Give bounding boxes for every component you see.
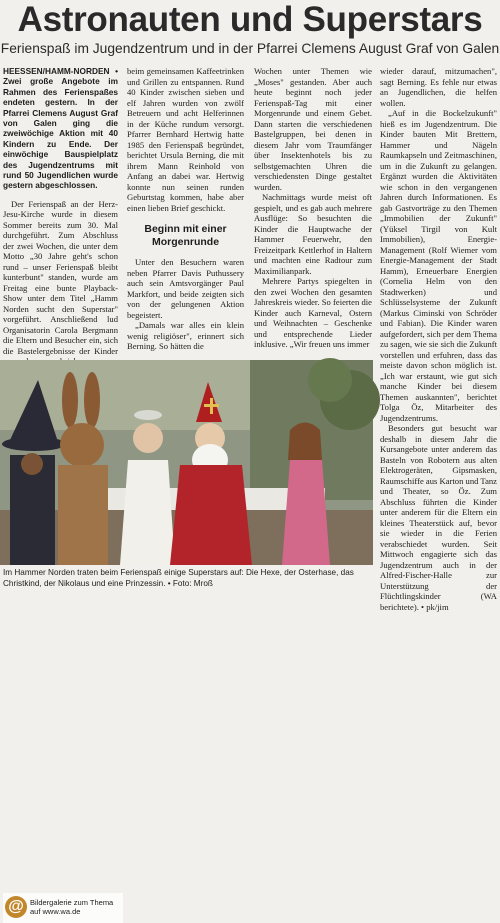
headline: Astronauten und Superstars <box>17 0 483 39</box>
crosshead: Beginn mit einer Morgenrunde <box>144 223 227 248</box>
column-1 <box>3 66 118 358</box>
body-paragraph: Unter den Besuchern waren neben Pfarrer Davis Puthussery auch sein Amtsvorgänger Paul Markfort, und beide zeigten sich von der gelungenen Aktion begeistert. <box>127 257 244 320</box>
body-paragraph: Nachmittags wurde meist oft gespielt, und es gab auch mehrere Ausflüge: So besuchten die Kinder die Hauptwache der Hammer Feuerwehr, den Freizeitpark Kettlerhof in Haltern und machten eine Radtour zum Maximilianpark. <box>254 192 372 276</box>
body-paragraph: Mehrere Partys spiegelten in den zwei Wochen den gesamten Jahreskreis wieder. So feierten die Kinder auch Karneval, Ostern und Weihnachten – Geschenke und entsprechende Lieder inklusive. „Wir freuen uns immer <box>254 276 372 349</box>
body-paragraph: Wochen unter Themen wie „Moses" gestanden. Aber auch heute beginnt noch jeder Ferienspaß-Tag mit einer Morgenrunde und einem Gebet. Dann starten die verschiedenen Bastelgruppen, bei denen in diesem Jahr vom Traumfänger über Insektenhotels bis zu selbstgemachten Uhren die verschiedensten Dinge gestaltet wurden. <box>254 66 372 192</box>
body-paragraph: beim gemeinsamen Kaffeetrinken und Grillen zu entspannen. Rund 40 Kinder zwischen sieben und elf Jahren wurden von zwölf Betreuern und acht Helferinnen in der Küche rundum versorgt. Pfarrer Bernhard Hertwig hatte 1985 den Ferienspaß begründet, berichtet Ursula Berning, die mit ihrem Mann Reinhold von Anfang an dabei war. Hertwig konnte nun seinen runden Geburtstag kommen, habe aber einen lieben Brief geschickt. <box>127 66 244 213</box>
photo-illustration <box>0 360 373 565</box>
column-4 <box>380 66 497 612</box>
column-2 <box>127 66 244 358</box>
body-paragraph: Der Ferienspaß an der Herz-Jesu-Kirche wurde in diesem Sommer bereits zum 30. Mal durchgeführt. Zum Abschluss der zwei Wochen, die unter dem Motto „30 Jahre geht's schon rund – unser Ferienspaß bleibt kunterbunt" standen, wurde am Freitag eine bunte Playback-Show unter dem Titel „Hamm Norden sucht den Superstar" vorgeführt. Anschließend lud Organisatorin Carola Bergmann die Eltern und Besucher ein, sich die Bastelergebnisse der Kinder <box>3 198 118 356</box>
body-paragraph: wieder darauf, mitzumachen", sagt Berning. Es fehle nur etwas an Jugendlichen, die helfen wollen. <box>380 66 497 108</box>
gallery-badge-text: Bildergalerie zum Thema auf www.wa.de <box>30 898 114 916</box>
at-sign-icon: @ <box>5 896 27 918</box>
body-paragraph: Besonders gut besucht war deshalb in diesem Jahr die Kursangebote unter anderem das Basteln von Robotern aus alten Elektrogeräten, Gipsmasken, Raumschiffe aus Karton und Tanz und Theater, so Öz. Zum Abschluss führten die Kinder unter anderem für die Eltern ein kleines Theaterstück auf, bevor sie wieder in die Ferien verabschiedet wurden. Seit Mittwoch engagierte sich das Jugendzentrum auch in der Alfred-Fischer-Halle zur Unterstützung der Flüchtlingskinder (WA berichtete). • pk/jim <box>380 423 497 612</box>
gallery-badge[interactable] <box>3 893 123 923</box>
body-paragraph: „Damals war alles ein klein wenig religiöser", erinnert sich Berning. So hätten die <box>127 320 244 351</box>
subheadline: Ferienspaß im Jugendzentrum und in der Pfarrei Clemens August Graf von Galen <box>0 41 500 56</box>
lead-paragraph: HEESSEN/HAMM-NORDEN • Zwei große Angebote im Rahmen des Ferienspaßes endeten gestern. In der Pfarrei Clemens August Graf von Galen ging die zweiwöchige Aktion mit 40 Kindern zu Ende. Der einwöchige Bauspielplatz des Jugendzentrums mit rund 50 Jugendlichen wurde gestern abgeschlossen. <box>3 66 118 191</box>
column-3 <box>254 66 372 358</box>
body-paragraph: „Auf in die Bockelzukunft" hieß es im Jugendzentrum. Die Kinder bauten Mit Brettern, Hammer und Nägeln Raumkapseln und Zeitmaschinen, um in die Zukunft zu gelangen. Ergänzt wurden die Aktivitäten wie schon in den vergangenen Jahren durch Informationen. Es gab Gastvorträge zu den Themen „Immobilien der Zukunft" (Yüksel Tirgil von Kult Immobilien), Energie-Management (Rolf Wiemer vom Energie-Management der Stadt Hamm), Erneuerbare Energien (Cornelia Helm von den Stadtwerken) und Schlüsselsysteme der Zukunft (Markus Ciminski von Schröder und Fabian). Die Kinder waren aufgefordert, sich per dem Thema zu sagen, wie sie sich die Zukunft vorstellen und erfuhren, dass das meiste davon schon möglich ist. „Ich war erstaunt, wie gut sich manche Kinder bei diesem Themen auskannten", berichtet Tolga Öz, Mitarbeiter des Jugendzentrums. <box>380 108 497 423</box>
photo-caption: Im Hammer Norden traten beim Ferienspaß einige Superstars auf: Die Hexe, der Osterhase, das Christkind, der Nikolaus und eine Prinzessin. • Foto: Mroß <box>3 568 354 588</box>
